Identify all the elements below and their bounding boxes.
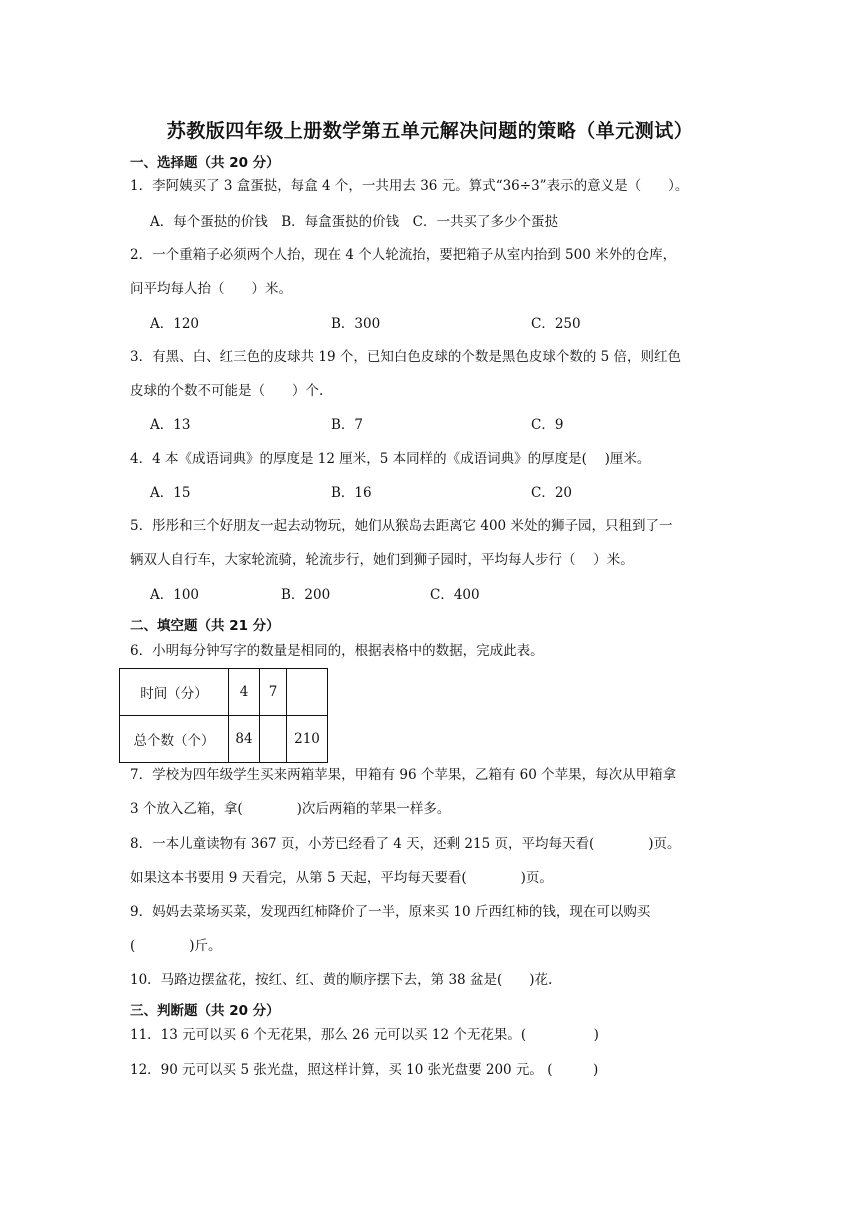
question-4-option-a: A．15 [150, 485, 191, 501]
page-title: 苏教版四年级上册数学第五单元解决问题的策略（单元测试） [166, 120, 694, 142]
question-9-line1: 9．妈妈去菜场买菜，发现西红柿降价了一半，原来买 10 斤西红柿的钱，现在可以购买 [130, 904, 651, 920]
question-5-line2: 辆双人自行车，大家轮流骑，轮流步行，她们到狮子园时，平均每人步行（ ）米。 [130, 552, 634, 568]
section-heading-judge: 三、判断题（共 20 分） [130, 1003, 280, 1019]
question-2-line1: 2．一个重箱子必须两个人抬，现在 4 个人轮流抬，要把箱子从室内抬到 500 米外的仓库， [130, 247, 677, 263]
question-10: 10．马路边摆盆花，按红、红、黄的顺序摆下去，第 38 盆是( )花. [130, 972, 553, 988]
question-5-option-a: A．100 [150, 587, 200, 603]
question-6: 6．小明每分钟写字的数量是相同的，根据表格中的数据，完成此表。 [130, 643, 544, 659]
table-cell: 时间（分） [120, 669, 229, 716]
question-2-line2: 问平均每人抬（ ）米。 [130, 281, 292, 297]
table-cell: 总个数（个） [120, 716, 229, 763]
table-row [120, 716, 328, 763]
question-3-option-a: A．13 [150, 417, 191, 433]
question-3-option-b: B．7 [331, 417, 364, 433]
table-cell: 84 [229, 716, 260, 763]
table-row [120, 669, 328, 716]
question-7-line2: 3 个放入乙箱，拿( )次后两箱的苹果一样多。 [130, 801, 451, 817]
question-4-option-c: C．20 [531, 485, 573, 501]
question-5-option-b: B．200 [281, 587, 331, 603]
question-8-line2: 如果这本书要用 9 天看完，从第 5 天起，平均每天要看( )页。 [130, 870, 553, 886]
question-5-option-c: C．400 [430, 587, 480, 603]
table-cell-blank[interactable] [287, 669, 328, 716]
question-6-table [119, 668, 328, 763]
question-2-option-c: C．250 [531, 316, 581, 332]
section-heading-fill: 二、填空题（共 21 分） [130, 618, 280, 634]
table-cell: 4 [229, 669, 260, 716]
question-9-line2: ( )斤。 [130, 938, 222, 954]
question-5-line1: 5．彤彤和三个好朋友一起去动物玩，她们从猴岛去距离它 400 米处的狮子园，只租到了一 [130, 518, 673, 534]
question-3-line2: 皮球的个数不可能是（ ）个. [130, 383, 324, 399]
section-heading-choice: 一、选择题（共 20 分） [130, 155, 280, 171]
question-1-options: A．每个蛋挞的价钱 B．每盒蛋挞的价钱 C．一共买了多少个蛋挞 [150, 214, 558, 230]
question-1: 1．李阿姨买了 3 盒蛋挞，每盒 4 个，一共用去 36 元。算式“36÷3”表示的意义是（ ）。 [130, 178, 689, 194]
question-3-option-c: C．9 [531, 417, 564, 433]
table-cell: 7 [260, 669, 287, 716]
question-11: 11．13 元可以买 6 个无花果，那么 26 元可以买 12 个无花果。( ) [130, 1027, 599, 1043]
question-4: 4．4 本《成语词典》的厚度是 12 厘米，5 本同样的《成语词典》的厚度是( )厘米。 [130, 451, 651, 467]
question-4-option-b: B．16 [331, 485, 372, 501]
question-7-line1: 7．学校为四年级学生买来两箱苹果，甲箱有 96 个苹果，乙箱有 60 个苹果，每次从甲箱拿 [130, 767, 677, 783]
question-2-option-b: B．300 [331, 316, 381, 332]
question-8-line1: 8．一本儿童读物有 367 页，小芳已经看了 4 天，还剩 215 页，平均每天看( )页。 [130, 836, 681, 852]
table-cell-blank[interactable] [260, 716, 287, 763]
table-cell: 210 [287, 716, 328, 763]
question-12: 12．90 元可以买 5 张光盘，照这样计算，买 10 张光盘要 200 元。 ( ) [130, 1062, 599, 1078]
question-2-option-a: A．120 [150, 316, 200, 332]
question-3-line1: 3．有黑、白、红三色的皮球共 19 个，已知白色皮球的个数是黑色皮球个数的 5 倍，则红色 [130, 349, 682, 365]
